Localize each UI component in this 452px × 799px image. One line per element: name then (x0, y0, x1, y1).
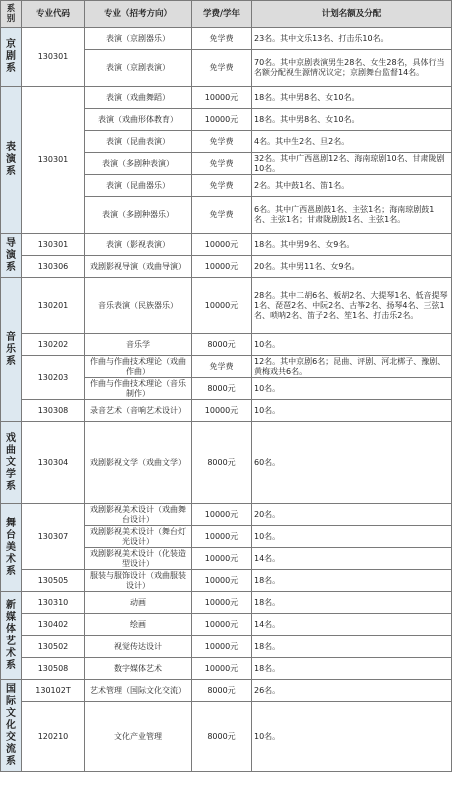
table-row (1, 400, 452, 422)
header-quota: 计划名额及分配 (252, 1, 452, 28)
major-cell: 表演（多剧种表演） (85, 153, 192, 175)
code-cell: 130306 (22, 256, 85, 278)
department-cell: 导演系 (1, 234, 22, 278)
major-cell: 文化产业管理 (85, 702, 192, 772)
fee-cell: 10000元 (192, 548, 252, 570)
table-row (1, 658, 452, 680)
quota-cell: 10名。 (252, 702, 452, 772)
department-cell: 戏曲文学系 (1, 422, 22, 504)
code-cell: 130310 (22, 592, 85, 614)
quota-cell: 4名。其中生2名、旦2名。 (252, 131, 452, 153)
code-cell: 130304 (22, 422, 85, 504)
department-cell: 新媒体艺术系 (1, 592, 22, 680)
major-cell: 服装与服饰设计（戏曲服装设计） (85, 570, 192, 592)
major-cell: 表演（影视表演） (85, 234, 192, 256)
major-cell: 艺术管理（国际文化交流） (85, 680, 192, 702)
fee-cell: 10000元 (192, 278, 252, 334)
major-cell: 音乐表演（民族器乐） (85, 278, 192, 334)
major-cell: 表演（京剧器乐） (85, 28, 192, 50)
fee-cell: 10000元 (192, 526, 252, 548)
quota-cell: 14名。 (252, 614, 452, 636)
fee-cell: 免学费 (192, 153, 252, 175)
fee-cell: 免学费 (192, 131, 252, 153)
fee-cell: 免学费 (192, 50, 252, 87)
table-row (1, 334, 452, 356)
fee-cell: 8000元 (192, 378, 252, 400)
fee-cell: 免学费 (192, 175, 252, 197)
quota-cell: 20名。 (252, 504, 452, 526)
code-cell: 130402 (22, 614, 85, 636)
major-cell: 数字媒体艺术 (85, 658, 192, 680)
fee-cell: 10000元 (192, 87, 252, 109)
fee-cell: 8000元 (192, 702, 252, 772)
department-cell: 国际文化交流系 (1, 680, 22, 772)
code-cell: 120210 (22, 702, 85, 772)
fee-cell: 免学费 (192, 197, 252, 234)
quota-cell: 26名。 (252, 680, 452, 702)
table-row (1, 504, 452, 526)
major-cell: 表演（多剧种器乐） (85, 197, 192, 234)
fee-cell: 10000元 (192, 504, 252, 526)
quota-cell: 32名。其中广西邕剧12名、海南琼剧10名、甘肃陇剧10名。 (252, 153, 452, 175)
major-cell: 绘画 (85, 614, 192, 636)
header-row (1, 1, 452, 28)
major-cell: 戏剧影视导演（戏曲导演） (85, 256, 192, 278)
quota-cell: 18名。 (252, 658, 452, 680)
table-row (1, 614, 452, 636)
fee-cell: 10000元 (192, 570, 252, 592)
major-cell: 表演（昆曲表演） (85, 131, 192, 153)
quota-cell: 14名。 (252, 548, 452, 570)
code-cell: 130502 (22, 636, 85, 658)
table-row (1, 234, 452, 256)
quota-cell: 18名。其中男8名、女10名。 (252, 87, 452, 109)
quota-cell: 2名。其中鼓1名、笛1名。 (252, 175, 452, 197)
major-cell: 视觉传达设计 (85, 636, 192, 658)
quota-cell: 6名。其中广西邕剧鼓1名、主弦1名；海南琼剧鼓1名、主弦1名；甘肃陇剧鼓1名、主弦1名。 (252, 197, 452, 234)
code-cell: 130301 (22, 28, 85, 87)
code-cell: 130505 (22, 570, 85, 592)
header-fee: 学费/学年 (192, 1, 252, 28)
department-cell: 音乐系 (1, 278, 22, 422)
major-cell: 作曲与作曲技术理论（音乐制作） (85, 378, 192, 400)
fee-cell: 8000元 (192, 680, 252, 702)
major-cell: 动画 (85, 592, 192, 614)
fee-cell: 10000元 (192, 614, 252, 636)
code-cell: 130308 (22, 400, 85, 422)
major-cell: 作曲与作曲技术理论（戏曲作曲） (85, 356, 192, 378)
fee-cell: 10000元 (192, 234, 252, 256)
table-row (1, 702, 452, 772)
header-code: 专业代码 (22, 1, 85, 28)
code-cell: 130203 (22, 356, 85, 400)
quota-cell: 12名。其中京剧6名；昆曲、评剧、河北梆子、豫剧、黄梅戏共6名。 (252, 356, 452, 378)
table-row (1, 592, 452, 614)
quota-cell: 18名。 (252, 570, 452, 592)
code-cell: 130202 (22, 334, 85, 356)
department-cell: 表演系 (1, 87, 22, 234)
fee-cell: 10000元 (192, 256, 252, 278)
code-cell: 130508 (22, 658, 85, 680)
quota-cell: 18名。 (252, 592, 452, 614)
major-cell: 录音艺术（音响艺术设计） (85, 400, 192, 422)
quota-cell: 28名。其中二胡6名、板胡2名、大提琴1名、低音提琴1名、琵琶2名、中阮2名、古筝2名、扬琴4名、三弦1名、唢呐2名、笛子2名、笙1名、打击乐2名。 (252, 278, 452, 334)
table-row (1, 256, 452, 278)
code-cell: 130201 (22, 278, 85, 334)
table-row (1, 278, 452, 334)
quota-cell: 18名。其中男8名、女10名。 (252, 109, 452, 131)
major-cell: 表演（昆曲器乐） (85, 175, 192, 197)
fee-cell: 10000元 (192, 592, 252, 614)
code-cell: 130102T (22, 680, 85, 702)
quota-cell: 23名。其中文乐13名、打击乐10名。 (252, 28, 452, 50)
table-row (1, 28, 452, 50)
fee-cell: 免学费 (192, 28, 252, 50)
quota-cell: 10名。 (252, 378, 452, 400)
fee-cell: 10000元 (192, 658, 252, 680)
department-cell: 京剧系 (1, 28, 22, 87)
table-row (1, 636, 452, 658)
major-cell: 表演（京剧表演） (85, 50, 192, 87)
department-cell: 舞台美术系 (1, 504, 22, 592)
quota-cell: 70名。其中京剧表演男生28名、女生28名，具体行当名额分配视生源情况议定；京剧舞台监督14名。 (252, 50, 452, 87)
quota-cell: 60名。 (252, 422, 452, 504)
header-major: 专业（招考方向） (85, 1, 192, 28)
table-row (1, 422, 452, 504)
quota-cell: 10名。 (252, 526, 452, 548)
fee-cell: 8000元 (192, 334, 252, 356)
table-row (1, 356, 452, 378)
quota-cell: 20名。其中男11名、女9名。 (252, 256, 452, 278)
major-cell: 音乐学 (85, 334, 192, 356)
table-row (1, 570, 452, 592)
fee-cell: 免学费 (192, 356, 252, 378)
major-cell: 戏剧影视文学（戏曲文学） (85, 422, 192, 504)
fee-cell: 10000元 (192, 109, 252, 131)
fee-cell: 10000元 (192, 636, 252, 658)
code-cell: 130307 (22, 504, 85, 570)
table-row (1, 87, 452, 109)
code-cell: 130301 (22, 234, 85, 256)
table-row (1, 680, 452, 702)
major-cell: 表演（戏曲舞蹈） (85, 87, 192, 109)
header-dept: 系别 (1, 1, 22, 28)
fee-cell: 8000元 (192, 422, 252, 504)
quota-cell: 18名。其中男9名、女9名。 (252, 234, 452, 256)
quota-cell: 10名。 (252, 334, 452, 356)
code-cell: 130301 (22, 87, 85, 234)
major-cell: 戏剧影视美术设计（化装造型设计） (85, 548, 192, 570)
fee-cell: 10000元 (192, 400, 252, 422)
quota-cell: 18名。 (252, 636, 452, 658)
quota-cell: 10名。 (252, 400, 452, 422)
major-cell: 戏剧影视美术设计（戏曲舞台设计） (85, 504, 192, 526)
major-cell: 表演（戏曲形体教育） (85, 109, 192, 131)
major-cell: 戏剧影视美术设计（舞台灯光设计） (85, 526, 192, 548)
